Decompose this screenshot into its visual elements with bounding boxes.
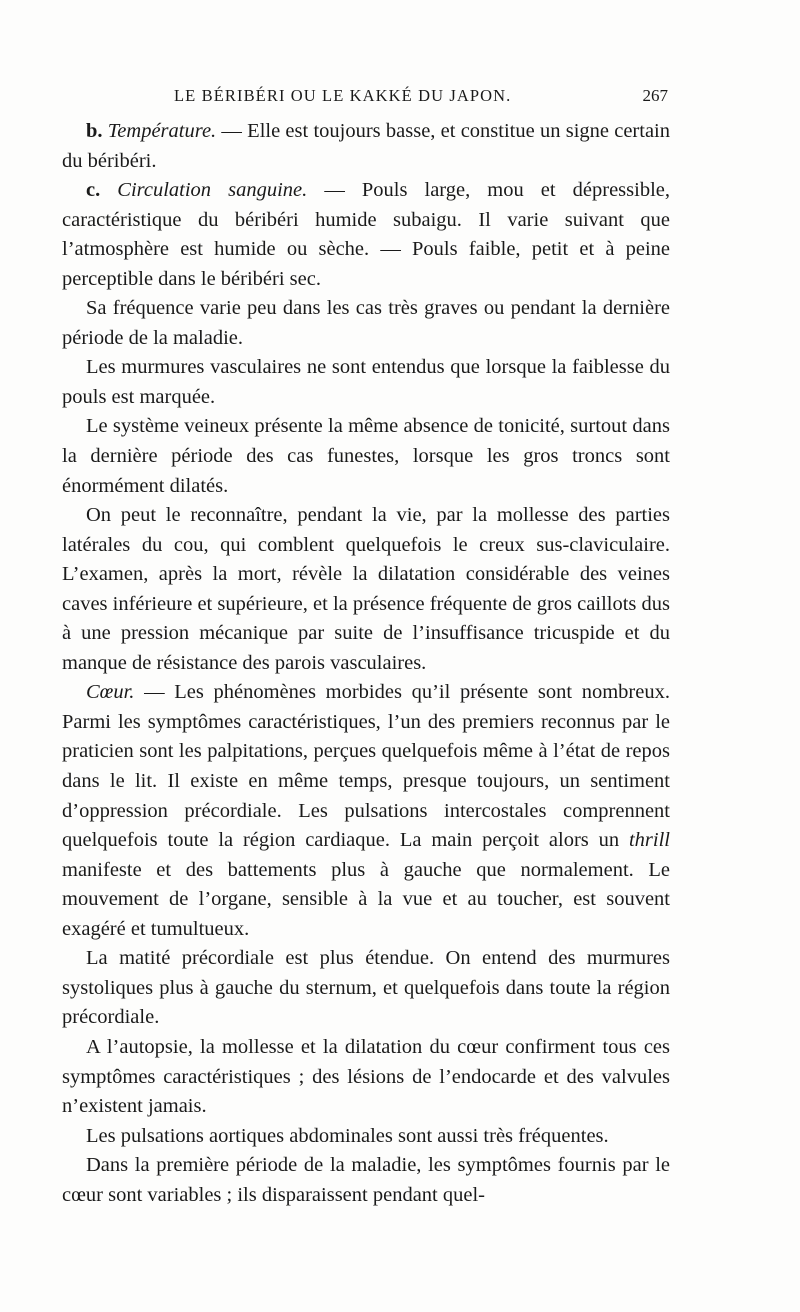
paragraph: Sa fréquence varie peu dans les cas très graves ou pendant la dernière période de la maladie. <box>62 297 670 349</box>
paragraph: Dans la première période de la maladie, les symptômes fournis par le cœur sont variables ; ils disparaissent pendant quel- <box>62 1154 670 1206</box>
paragraph: A l’autopsie, la mollesse et la dilatation du cœur confirment tous ces symptômes caractéristiques ; des lésions de l’endocarde et des valvules n’existent jamais. <box>62 1035 670 1118</box>
paragraph: Le système veineux présente la même absence de tonicité, surtout dans la dernière période des cas funestes, lorsque les gros troncs sont énormément dilatés. <box>62 415 670 497</box>
paragraph: On peut le reconnaître, pendant la vie, par la mollesse des parties latérales du cou, qui comblent quelquefois le creux sus-claviculaire. L’examen, après la mort, révèle la dilatation considérable des veines caves inférieure et supérieure, et la présence fréquente de gros caillots dus à une pression mécanique par suite de l’insuffisance tricuspide et du manque de résistance des parois vasculaires. <box>62 504 670 674</box>
paragraph-circulation <box>62 176 670 294</box>
section-title: Circulation sanguine. <box>117 179 308 202</box>
paragraph: Les murmures vasculaires ne sont entendus que lorsque la faiblesse du pouls est marquée. <box>62 356 670 408</box>
paragraph-coeur <box>62 678 670 944</box>
page-number: 267 <box>642 86 668 105</box>
section-title: Cœur. <box>86 681 135 704</box>
paragraph-text: — Les phénomènes morbides qu’il présente sont nombreux. Parmi les symptômes caractéristiques, l’un des premiers reconnus par le praticien sont les palpitations, perçues quelquefois même à l’état de repos dans le lit. Il existe en même temps, presque toujours, un sentiment d’oppression précordiale. Les pulsations intercostales comprennent quelquefois toute la région cardiaque. La main perçoit alors un <box>62 681 670 852</box>
paragraph: La matité précordiale est plus étendue. On entend des murmures systoliques plus à gauche du sternum, et quelquefois dans toute la région précordiale. <box>62 947 670 1029</box>
body-text <box>62 117 670 1210</box>
paragraph-text: — Pouls large, mou et dépressible, caractéristique du béribéri humide subaigu. Il varie suivant que l’atmosphère est humide ou sèche. — Pouls faible, petit et à peine perceptible dans le béribéri sec. <box>62 179 670 290</box>
italic-term: thrill <box>628 829 670 852</box>
paragraph-text: — Elle est toujours basse, et constitue un signe certain du béribéri. <box>62 120 670 172</box>
section-title: Température. <box>107 120 217 142</box>
page-header <box>62 86 668 112</box>
paragraph: Les pulsations aortiques abdominales sont aussi très fréquentes. <box>86 1124 609 1147</box>
paragraph-temperature <box>62 117 670 176</box>
item-marker: c. <box>86 179 118 202</box>
item-marker: b. <box>86 120 108 142</box>
paragraph-text: manifeste et des battements plus à gauche que normalement. Le mouvement de l’organe, sensible à la vue et au toucher, est souvent exagéré et tumultueux. <box>62 858 670 940</box>
running-title: LE BÉRIBÉRI OU LE KAKKÉ DU JAPON. <box>174 86 512 105</box>
